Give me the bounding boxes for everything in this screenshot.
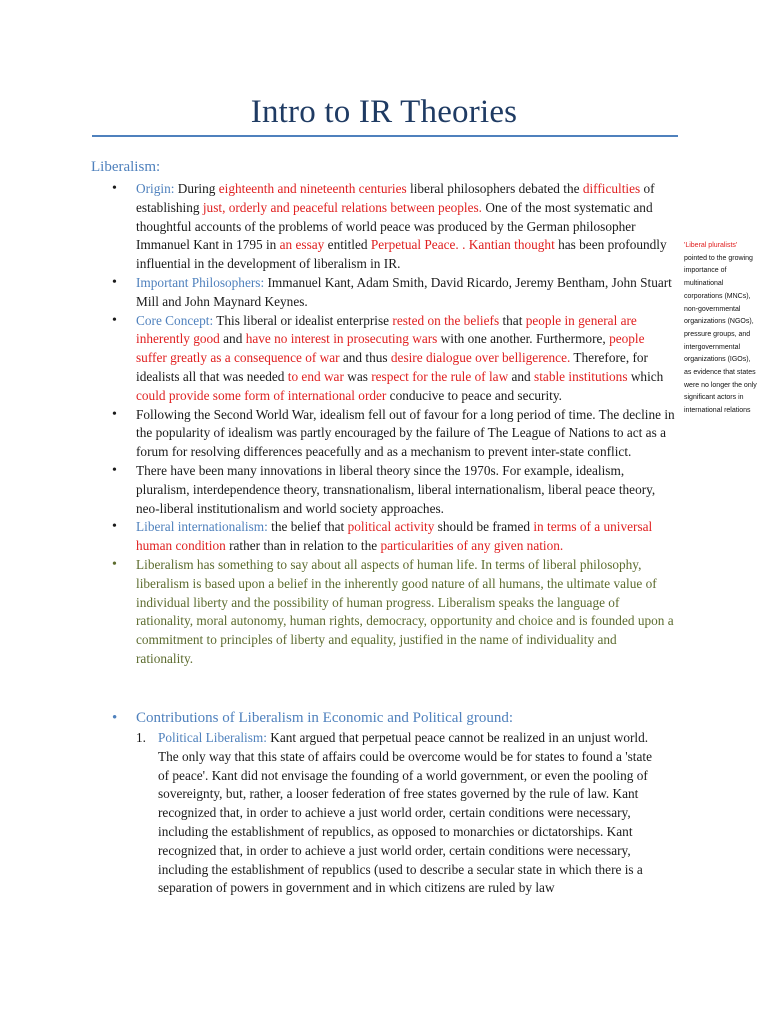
bullet-liberal-internationalism [0,518,677,556]
core-text: which [627,368,664,384]
political-liberalism-label: Political Liberalism: [158,730,267,745]
origin-text: During [174,181,219,196]
bullet-core-concept [0,312,677,406]
origin-highlight: an essay [279,237,325,253]
bullet-origin [0,180,677,274]
list-item [0,729,666,898]
margin-comment [684,240,758,418]
summary-text: Liberalism has something to say about all aspects of human life. In terms of liberal philosophy, liberalism is based upon a belief in the inherently good nature of all humans, the ultimate value of individual liberty and the possibility of human progress. Liberalism speaks the language of rationality, moral autonomy, human rights, democracy, opportunity and choice and is founded upon a commitment to principles of liberty and equality, justified in the name of individuality and rationality. [136,556,674,666]
contributions-list [0,708,513,728]
core-text: was [343,368,372,384]
page-title: Intro to IR Theories [250,94,518,130]
internationalism-label: Liberal internationalism: [136,519,268,535]
origin-highlight: Perpetual Peace. . Kantian thought [370,237,555,253]
philosophers-label: Important Philosophers: [136,274,265,290]
core-highlight: to end war [287,368,344,384]
bullet-postwar [0,406,677,462]
philosophers-text: Immanuel Kant, Adam Smith, David Ricardo, Jeremy Bentham, John Stuart Mill and John Maynard Keynes. [136,274,672,309]
bullet-innovations [0,462,677,518]
origin-text: of establishing [136,181,655,215]
postwar-text: Following the Second World War, idealism fell out of favour for a long period of time. The decline in the popularity of idealism was partly encouraged by the failure of The League of Nations to act as a forum for resolving differences peacefully and as a mechanism to prevent inter-state conflict. [136,406,675,460]
origin-text: One of the most systematic and thoughtful accounts of the problems of world peace was produced by the German philosopher Immanuel Kant in 1795 in [136,199,653,253]
core-text: conducive to peace and security. [386,387,562,403]
internationalism-text: rather than in relation to the [225,538,381,554]
list-item-number: 1. [136,730,146,745]
liberalism-bullet-list [0,180,677,669]
internationalism-highlight: in terms of a universal human condition [136,519,653,554]
bullet-philosophers [0,274,677,312]
margin-comment-text: pointed to the growing importance of multinational corporations (MNCs), non-governmental organizations (NGOs), pressure groups, and intergovernmental organizations (IGOs), as evidence that states were no longer the only significant actors in international relations [684,254,757,415]
core-highlight: people in general are inherently good [136,312,637,347]
political-liberalism-text: Kant argued that perpetual peace cannot be realized in an unjust world. The only way that this state of affairs could be overcome would be for states to found a 'state of peace'. Kant did not envisage the founding of a world government, or even the pooling of sovereignty, but, rather, a looser federation of free states governed by the rule of law. Kant recognized that, in order to achieve a just world order, certain conditions were necessary, including the establishment of republics, as opposed to monarchies or dictatorships. Kant recognized that, in order to achieve a just world order, certain conditions were necessary, including the establishment of republics (used to describe a secular state in which there is a separation of powers in government and in which citizens are ruled by law [158,730,652,896]
core-highlight: have no interest in prosecuting wars [245,331,438,347]
internationalism-text: should be framed [434,519,534,535]
origin-text: has been profoundly influential in the development of liberalism in IR. [136,237,667,272]
core-highlight: respect for the rule of law [371,368,509,384]
internationalism-highlight: political activity [347,519,435,535]
origin-text: entitled [324,237,371,253]
contributions-numbered-list [0,729,666,898]
core-highlight: stable institutions [534,368,628,384]
core-highlight: people suffer greatly as a consequence of war [136,331,645,366]
margin-comment-highlight: 'Liberal pluralists' [684,242,738,249]
core-text: that [499,312,526,328]
origin-highlight: difficulties [582,181,641,196]
core-text: and thus [339,350,391,366]
internationalism-text: the belief that [267,519,348,535]
core-text: with one another. Furthermore, [437,331,610,347]
origin-highlight: eighteenth and nineteenth centuries [218,181,407,196]
internationalism-highlight: particularities of any given nation. [380,538,564,554]
contributions-heading-text: Contributions of Liberalism in Economic and Political ground: [136,710,514,726]
section-heading-liberalism: Liberalism: [91,159,161,175]
core-highlight: could provide some form of international order [136,387,387,403]
title-underline [92,135,678,137]
core-text: This liberal or idealist enterprise [213,312,393,328]
origin-highlight: just, orderly and peaceful relations between peoples. [202,199,482,215]
innovations-text: There have been many innovations in liberal theory since the 1970s. For example, idealism, pluralism, interdependence theory, transnationalism, liberal internationalism, liberal peace theory, neo-liberal institutionalism and world society approaches. [136,462,656,516]
core-highlight: rested on the beliefs [392,312,500,328]
core-text: and [219,331,246,347]
core-highlight: desire dialogue over belligerence. [390,350,571,366]
core-text: Therefore, for idealists all that was needed [136,350,648,384]
contributions-heading [0,708,513,728]
origin-text: liberal philosophers debated the [406,181,583,196]
core-text: and [508,368,535,384]
bullet-summary [0,556,677,669]
origin-label: Origin: [136,181,175,196]
core-concept-label: Core Concept: [136,312,214,328]
